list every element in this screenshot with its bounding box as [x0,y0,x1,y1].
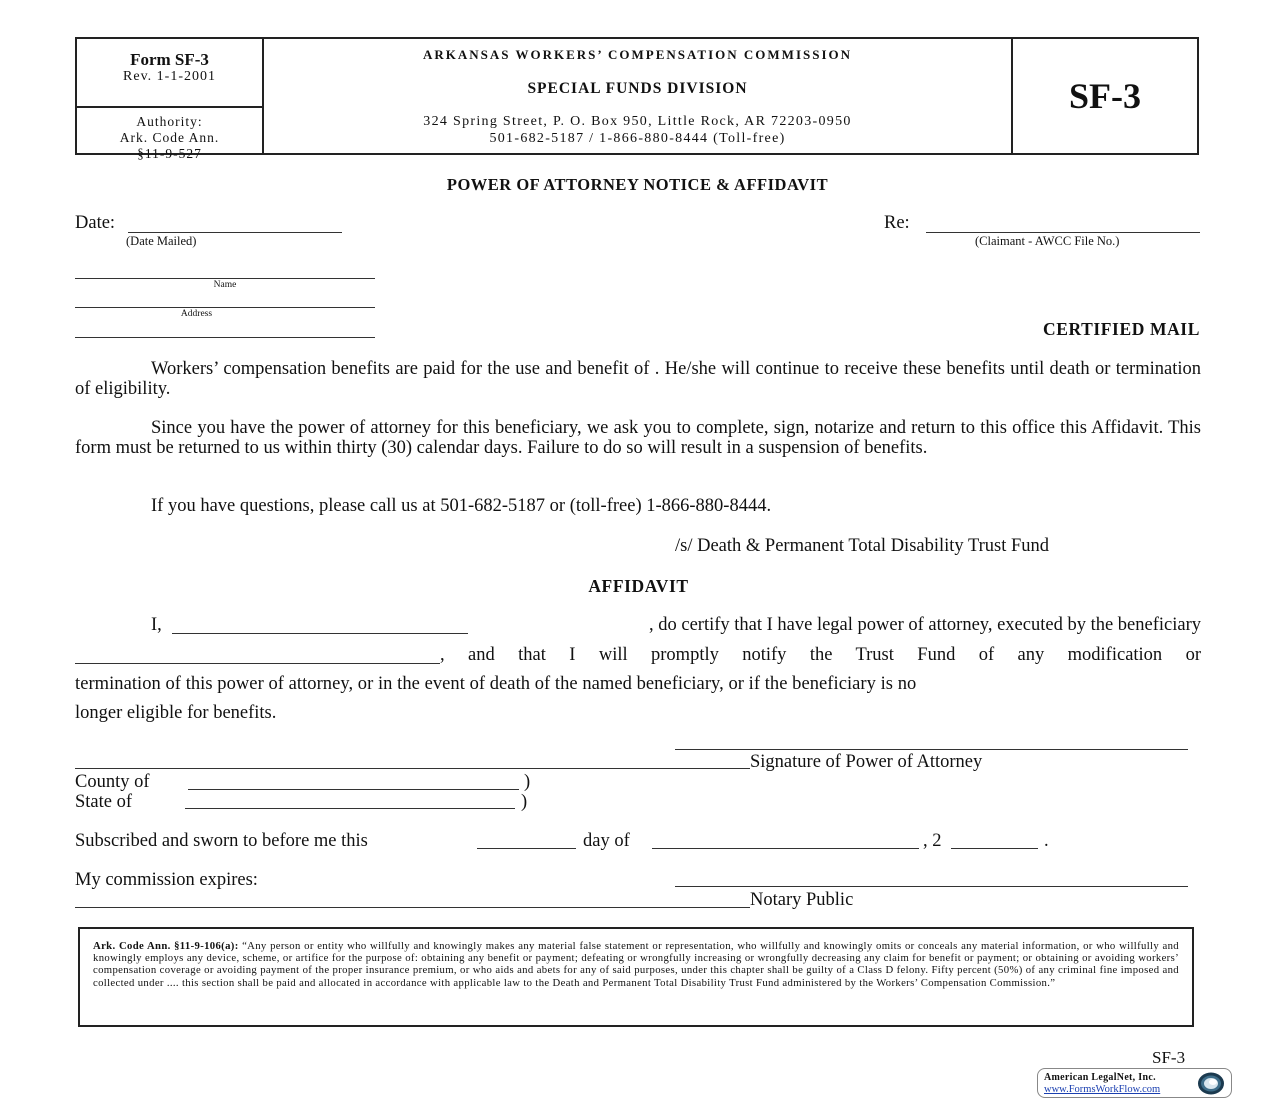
signature-rule [75,768,750,769]
county-field[interactable] [188,789,519,790]
affidavit-line-4: longer eligible for benefits. [75,703,277,723]
publisher-badge[interactable] [1037,1068,1232,1098]
date-field[interactable] [128,232,342,233]
sworn-month-field[interactable] [652,848,919,849]
body-paragraph-3: If you have questions, please call us at 501-682-5187 or (toll-free) 1-866-880-8444. [151,496,772,516]
affidavit-heading: AFFIDAVIT [588,576,689,596]
authority-block [77,108,262,162]
affiant-name-field[interactable] [172,633,468,634]
agency-phones: 501-682-5187 / 1-866-880-8444 (Toll-free) [489,131,786,146]
beneficiary-name-field[interactable] [75,663,440,664]
sender-signature: /s/ Death & Permanent Total Disability Trust Fund [675,536,1050,556]
county-label: County of [75,772,150,792]
fraud-citation: Ark. Code Ann. §11-9-106(a): [93,940,239,952]
sworn-year-field[interactable] [951,848,1038,849]
notary-signature-line[interactable] [675,886,1188,887]
county-paren: ) [524,772,531,792]
signature-caption: Signature of Power of Attorney [750,752,983,772]
body-paragraph-1: Workers’ compensation benefits are paid for the use and benefit of . He/she will continue to receive these benefits until death or termination of eligibility. [75,359,1201,399]
address-caption: Address [180,309,213,319]
agency-address: 324 Spring Street, P. O. Box 950, Little Rock, AR 72203-0950 [423,114,852,129]
agency-cell [264,39,1011,153]
affidavit-line-3: termination of this power of attorney, or in the event of death of the named beneficiary, or if the beneficiary is no [75,674,917,694]
authority-code: Ark. Code Ann. [119,130,220,145]
sworn-prefix: Subscribed and sworn to before me this [75,831,368,851]
state-label: State of [75,792,133,812]
day-of-label: day of [583,831,630,851]
affidavit-line-2: , and that I will promptly notify the Trust Fund of any modification or [440,645,1201,665]
certified-mail-label: CERTIFIED MAIL [1042,319,1200,339]
re-caption: (Claimant - AWCC File No.) [975,234,1120,248]
publisher-name: American LegalNet, Inc. [1044,1072,1156,1083]
sworn-period: . [1044,831,1049,851]
notary-caption: Notary Public [750,890,854,910]
division-name: SPECIAL FUNDS DIVISION [527,80,748,97]
date-caption: (Date Mailed) [126,234,197,248]
form-id-cell [77,39,264,161]
fraud-notice-box [78,927,1194,1027]
globe-logo-icon [1196,1071,1226,1096]
year-prefix: , 2 [923,831,942,851]
form-header [75,37,1199,161]
state-field[interactable] [185,808,515,809]
commission-label: My commission expires: [75,870,258,890]
re-label: Re: [884,213,910,233]
name-caption: Name [213,280,237,290]
state-paren: ) [521,792,528,812]
form-code-large: SF-3 [1011,39,1197,153]
signature-line[interactable] [675,749,1188,750]
recipient-address-line2-field[interactable] [75,337,375,338]
authority-label: Authority: [136,114,203,129]
agency-name: ARKANSAS WORKERS’ COMPENSATION COMMISSION [422,47,853,62]
re-claimant-field[interactable] [926,232,1200,233]
sworn-day-field[interactable] [477,848,576,849]
authority-section: §11-9-527 [137,146,202,161]
recipient-name-field[interactable] [75,278,375,279]
publisher-link[interactable]: www.FormsWorkFlow.com [1044,1084,1161,1095]
body-paragraph-2: Since you have the power of attorney for this beneficiary, we ask you to complete, sign, notarize and return to this office this Affidavit. This form must be returned to us within thirty (30) calendar days. Failure to do so will result in a suspension of benefits. [75,418,1201,458]
recipient-address-field[interactable] [75,307,375,308]
fraud-text: “Any person or entity who willfully and knowingly makes any material false statement or representation, who willfully and knowingly omits or conceals any material information, or who willfully and knowingly employs any device, scheme, or artifice for the purpose of: obtaining any benefit or payment; defeating or wrongfully increasing or wrongfully decreasing any claim for benefit or payment; or obtaining or avoiding workers’ compensation coverage or avoiding payment of the proper insurance premium, or who aids and abets for any of said purposes, under this chapter shall be guilty of a Class D felony. Fifty percent (50%) of any criminal fine imposed and collected under .... this section shall be paid and allocated in accordance with applicable law to the Death and Permanent Total Disability Trust Fund administered by the Workers’ Compensation Commission.” [93,940,1179,989]
form-revision: Rev. 1-1-2001 [123,69,216,84]
form-number: Form SF-3 [130,50,209,69]
page-title: POWER OF ATTORNEY NOTICE & AFFIDAVIT [446,175,829,194]
affidavit-line-1: , do certify that I have legal power of attorney, executed by the beneficiary [648,615,1201,635]
affidavit-prefix: I, [151,615,162,635]
date-label: Date: [75,213,116,233]
commission-expires-field[interactable] [75,907,750,908]
footer-form-code: SF-3 [1152,1048,1186,1067]
